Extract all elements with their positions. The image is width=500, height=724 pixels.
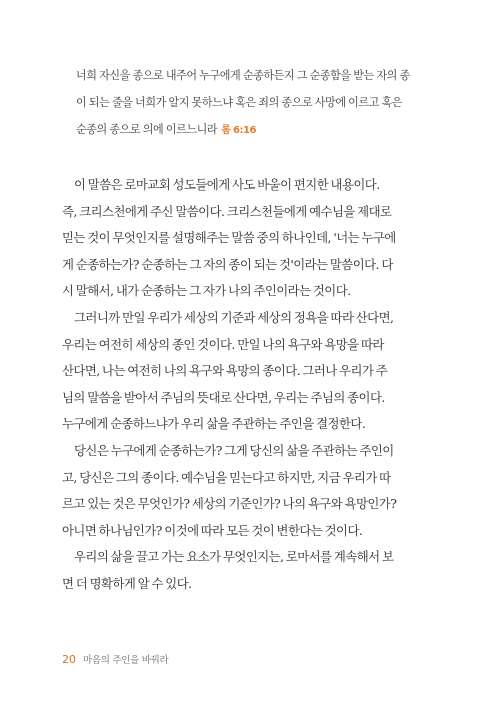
page-footer bbox=[62, 652, 168, 666]
paragraph-line: 고, 당신은 그의 종이다. 예수님을 믿는다고 하지만, 지금 우리가 따 bbox=[62, 469, 391, 485]
body-text bbox=[62, 172, 440, 598]
paragraph-line: 우리의 삶을 끌고 가는 요소가 무엇인지는, 로마서를 계속해서 보 bbox=[74, 549, 394, 565]
paragraph-line: 시 말해서, 내가 순종하는 그 자가 나의 주인이라는 것이다. bbox=[62, 283, 351, 299]
paragraph-line: 면 더 명확하게 알 수 있다. bbox=[62, 575, 192, 591]
quote-line-text: 순종의 종으로 의에 이르느니라 bbox=[76, 123, 218, 136]
scripture-reference: 롬 6:16 bbox=[221, 125, 257, 136]
paragraph-line: 우리는 여전히 세상의 종인 것이다. 만일 나의 욕구와 욕망을 따라 bbox=[62, 336, 384, 352]
paragraph-line: 누구에게 순종하느냐가 우리 삶을 주관하는 주인을 결정한다. bbox=[62, 416, 366, 432]
paragraph-line: 그러니까 만일 우리가 세상의 기준과 세상의 정욕을 따라 산다면, bbox=[74, 309, 394, 325]
paragraph-line: 즉, 크리스천에게 주신 말씀이다. 크리스천들에게 예수님을 제대로 bbox=[62, 203, 392, 219]
paragraph-line: 아니면 하나님인가? 이것에 따라 모든 것이 변한다는 것이다. bbox=[62, 522, 363, 538]
quote-line: 이 되는 줄을 너희가 알지 못하느냐 혹은 죄의 종으로 사망에 이르고 혹은 bbox=[76, 96, 403, 109]
paragraph-line: 님의 말씀을 받아서 주님의 뜻대로 산다면, 우리는 주님의 종이다. bbox=[62, 389, 385, 405]
paragraph-line: 믿는 것이 무엇인지를 설명해주는 말씀 중의 하나인데, '너는 누구에 bbox=[62, 230, 396, 246]
scripture-quote bbox=[76, 62, 428, 144]
book-title: 마음의 주인을 바꿔라 bbox=[83, 655, 169, 666]
paragraph-line: 이 말씀은 로마교회 성도들에게 사도 바울이 편지한 내용이다. bbox=[74, 177, 380, 192]
paragraph-line: 르고 있는 것은 무엇인가? 세상의 기준인가? 나의 욕구와 욕망인가? bbox=[62, 496, 397, 512]
quote-line: 너희 자신을 종으로 내주어 누구에게 순종하든지 그 순종함을 받는 자의 종 bbox=[76, 69, 410, 82]
paragraph-line: 산다면, 나는 여전히 나의 욕구와 욕망의 종이다. 그러나 우리가 주 bbox=[62, 363, 388, 379]
paragraph-line: 당신은 누구에게 순종하는가? 그게 당신의 삶을 주관하는 주인이 bbox=[74, 442, 394, 458]
paragraph-line: 게 순종하는가? 순종하는 그 자의 종이 되는 것'이라는 말씀이다. 다 bbox=[62, 256, 393, 272]
page-number: 20 bbox=[62, 653, 76, 666]
quote-line-last bbox=[76, 116, 428, 144]
